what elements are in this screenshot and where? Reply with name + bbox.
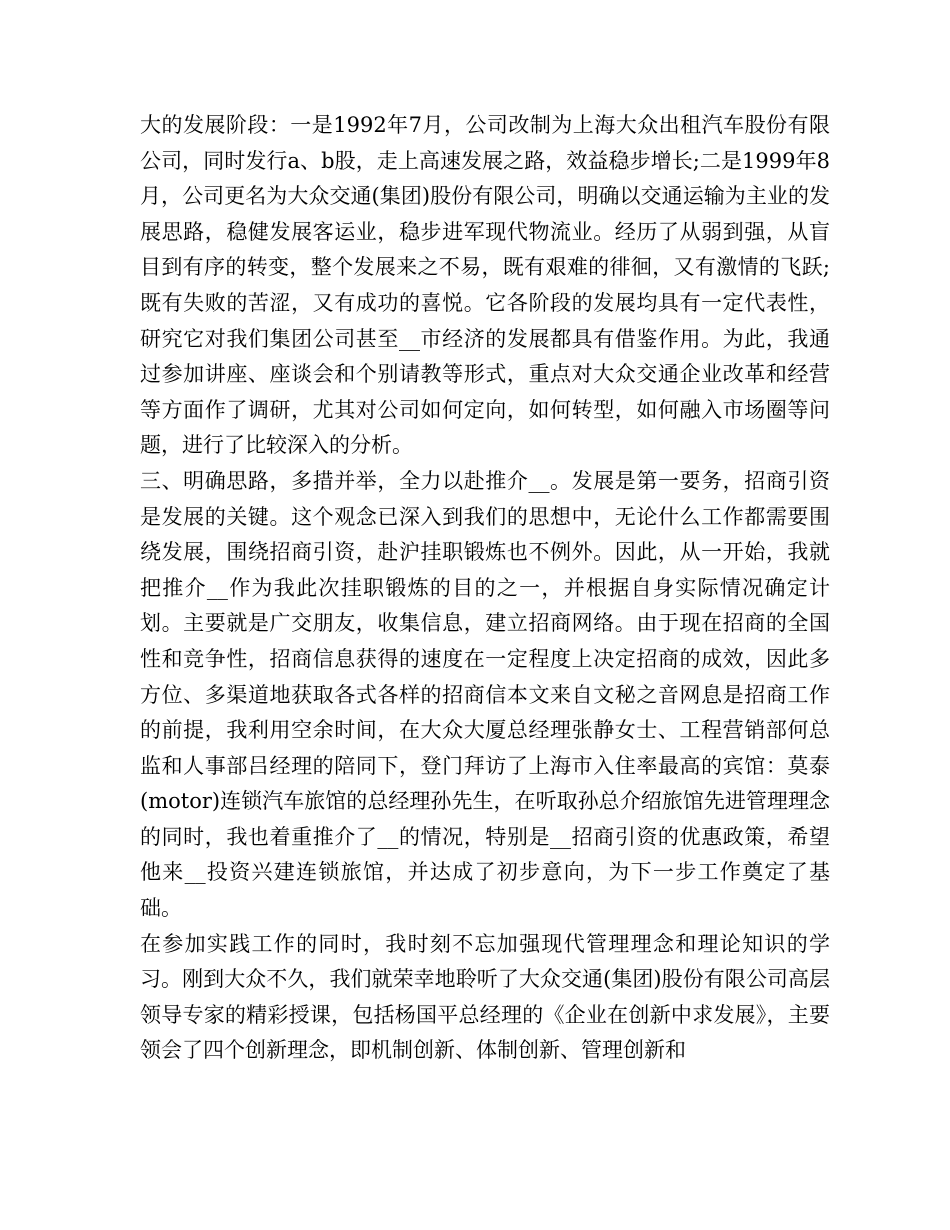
paragraph-company-history: 大的发展阶段：一是1992年7月，公司改制为上海大众出租汽车股份有限公司，同时发行a、b股，走上高速发展之路，效益稳步增长;二是1999年8月，公司更名为大众交通(集团)股份有限公司，明确以交通运输为主业的发展思路，稳健发展客运业，稳步进军现代物流业。经历了从弱到强，从盲目到有序的转变，整个发展来之不易，既有艰难的徘徊，又有激情的飞跃;既有失败的苦涩，又有成功的喜悦。它各阶段的发展均具有一定代表性，研究它对我们集团公司甚至__市经济的发展都具有借鉴作用。为此，我通过参加讲座、座谈会和个别请教等形式，重点对大众交通企业改革和经营等方面作了调研，尤其对公司如何定向，如何转型，如何融入市场圈等问题，进行了比较深入的分析。 [140, 113, 830, 458]
paragraph-management-study: 在参加实践工作的同时，我时刻不忘加强现代管理理念和理论知识的学习。刚到大众不久，我们就荣幸地聆听了大众交通(集团)股份有限公司高层领导专家的精彩授课，包括杨国平总经理的《企业在创新中求发展》，主要领会了四个创新理念，即机制创新、体制创新、管理创新和 [140, 931, 830, 1063]
paragraph-investment-promotion: 三、明确思路，多措并举，全力以赴推介__。发展是第一要务，招商引资是发展的关键。这个观念已深入到我们的思想中，无论什么工作都需要围绕发展，围绕招商引资，赴沪挂职锻炼也不例外。因此，从一开始，我就把推介__作为我此次挂职锻炼的目的之一，并根据自身实际情况确定计划。主要就是广交朋友，收集信息，建立招商网络。由于现在招商的全国性和竞争性，招商信息获得的速度在一定程度上决定招商的成效，因此多方位、多渠道地获取各式各样的招商信本文来自文秘之音网息是招商工作的前提，我利用空余时间，在大众大厦总经理张静女士、工程营销部何总监和人事部吕经理的陪同下，登门拜访了上海市入住率最高的宾馆：莫泰(motor)连锁汽车旅馆的总经理孙先生，在听取孙总介绍旅馆先进管理理念的同时，我也着重推介了__的情况，特别是__招商引资的优惠政策，希望他来__投资兴建连锁旅馆，并达成了初步意向，为下一步工作奠定了基础。 [140, 468, 830, 921]
document-page [140, 108, 830, 1069]
